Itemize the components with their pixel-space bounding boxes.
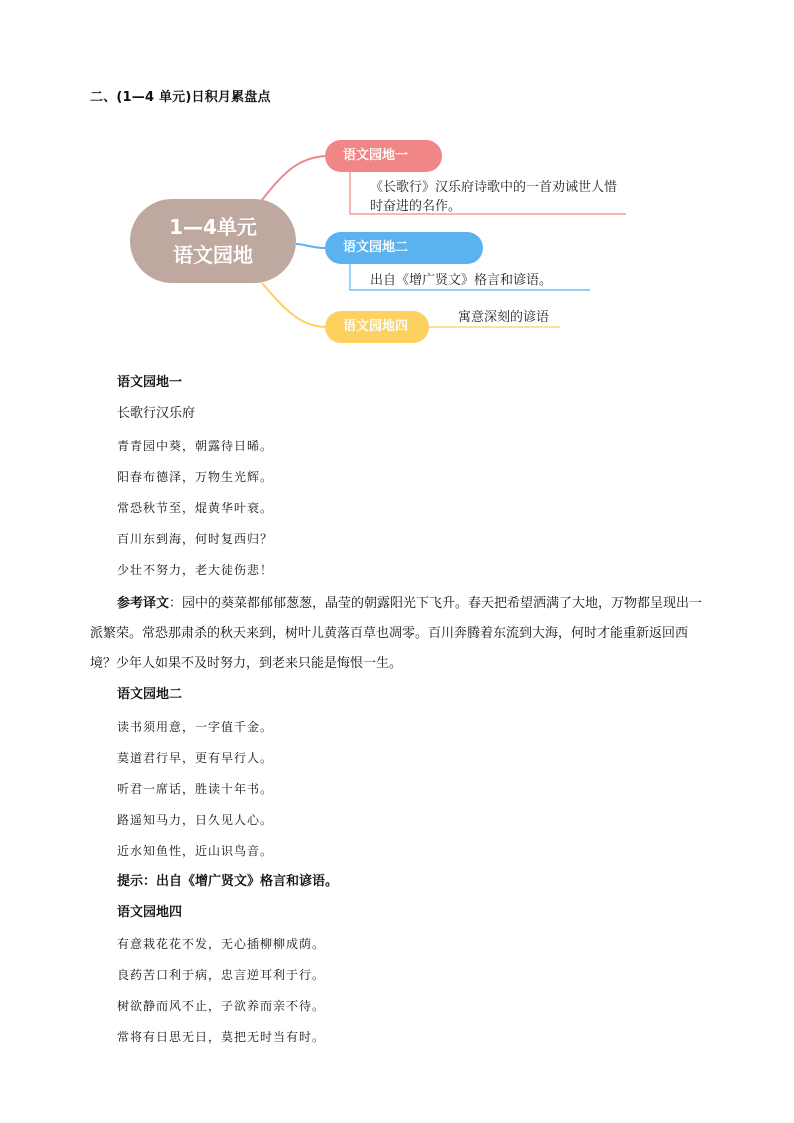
translation-label: 参考译文 (117, 596, 170, 611)
center-node-line2: 语文园地 (173, 243, 253, 267)
poem-line: 百川东到海，何时复西归？ (117, 532, 274, 546)
connector-branch-1 (262, 156, 325, 200)
proverb-line: 读书须用意，一字值千金。 (117, 720, 274, 734)
section1-subtitle: 长歌行汉乐府 (117, 406, 196, 421)
section4-title: 语文园地四 (117, 905, 183, 920)
poem-line: 常恐秋节至，焜黄华叶衰。 (117, 501, 274, 515)
mindmap-branch-2: 语文园地二 (325, 232, 483, 264)
proverb-line: 莫道君行早，更有早行人。 (117, 751, 274, 765)
translation-text: ：园中的葵菜都郁郁葱葱，晶莹的朝露阳光下飞升。春天把希望洒满了大地，万物都呈现出一派繁荣。常恐那肃杀的秋天来到，树叶儿黄落百草也凋零。百川奔腾着东流到大海，何时才能重新返回西境？少年人如果不及时努力，到老来只能是悔恨一生。 (90, 596, 703, 671)
mindmap-note-1: 《长歌行》汉乐府诗歌中的一首劝诫世人惜时奋进的名作。 (370, 180, 618, 214)
section1-title: 语文园地一 (117, 375, 183, 390)
connector-branch-2 (296, 244, 325, 248)
proverb-line: 树欲静而风不止，子欲养而亲不待。 (117, 999, 326, 1013)
poem-line: 少壮不努力，老大徒伤悲！ (117, 563, 274, 577)
mindmap-note-2: 出自《增广贤文》格言和谚语。 (370, 273, 553, 288)
poem-line: 青青园中葵，朝露待日晞。 (117, 439, 274, 453)
section-heading: 二、(1—4 单元)日积月累盘点 (90, 90, 271, 105)
proverb-line: 有意栽花花不发，无心插柳柳成荫。 (117, 937, 326, 951)
mindmap-branch-1: 语文园地一 (325, 140, 442, 172)
center-node-line1: 1—4单元 (169, 215, 257, 239)
reference-translation (90, 589, 710, 679)
section2-hint: 提示：出自《增广贤文》格言和谚语。 (117, 874, 339, 889)
mindmap-note-4: 寓意深刻的谚语 (458, 310, 550, 325)
connector-branch-3 (262, 283, 325, 327)
proverb-line: 近水知鱼性，近山识鸟音。 (117, 844, 274, 858)
proverb-line: 常将有日思无日，莫把无时当有时。 (117, 1030, 326, 1044)
section2-title: 语文园地二 (117, 687, 183, 702)
poem-line: 阳春布德泽，万物生光辉。 (117, 470, 274, 484)
proverb-line: 良药苦口利于病，忠言逆耳利于行。 (117, 968, 326, 982)
proverb-line: 听君一席话，胜读十年书。 (117, 782, 274, 796)
mindmap-center-node (130, 199, 296, 283)
mindmap-branch-4: 语文园地四 (325, 311, 429, 343)
proverb-line: 路遥知马力，日久见人心。 (117, 813, 274, 827)
